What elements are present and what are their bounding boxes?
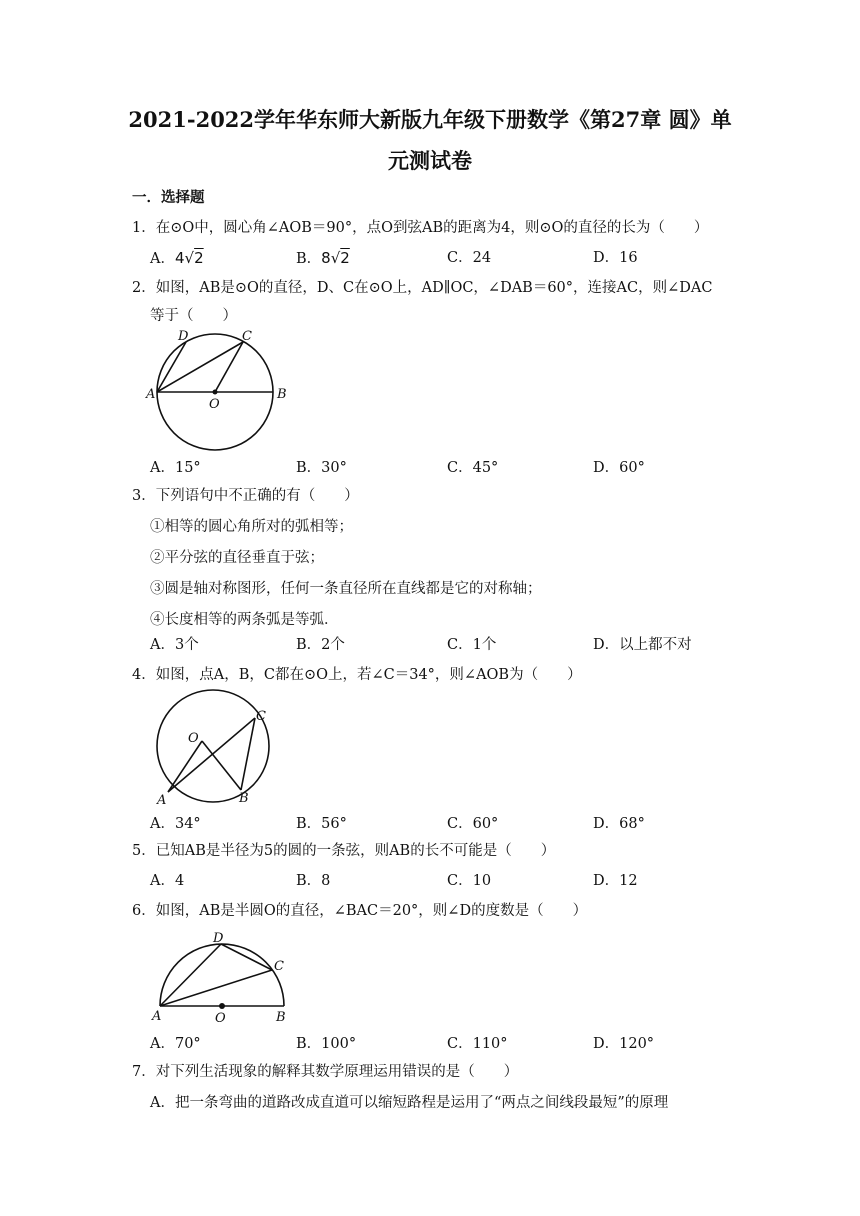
question-2-option-d: D．60° — [593, 460, 645, 476]
label-o: O — [215, 1011, 226, 1026]
question-3-statement-2: ②平分弦的直径垂直于弦； — [150, 550, 324, 566]
question-5-option-c: C．10 — [447, 873, 492, 889]
question-5-option-b: B．8 — [296, 873, 331, 889]
option-value: 8√2 — [321, 249, 350, 267]
question-5-stem: 5．已知AB是半径为5的圆的一条弦，则AB的长不可能是（ ） — [132, 843, 556, 859]
question-4-figure — [145, 690, 275, 808]
question-6-option-d: D．120° — [593, 1036, 655, 1052]
label-a: A — [152, 1009, 162, 1024]
question-6-option-b: B．100° — [296, 1036, 357, 1052]
label-d: D — [213, 931, 224, 946]
label-d: D — [178, 329, 189, 344]
label-b: B — [276, 1010, 286, 1025]
question-3-option-c: C．1个 — [447, 637, 497, 653]
question-1-option-c: C．24 — [447, 250, 492, 266]
question-2-stem-continued: 等于（ ） — [150, 308, 237, 324]
question-7-stem: 7．对下列生活现象的解释其数学原理运用错误的是（ ） — [132, 1064, 519, 1080]
question-1-option-b — [296, 248, 350, 269]
question-2-stem: 2．如图，AB是⊙O的直径，D、C在⊙O上，AD∥OC，∠DAB＝60°，连接AC，则∠DAC — [132, 280, 713, 296]
question-1-stem: 1．在⊙O中，圆心角∠AOB＝90°，点O到弦AB的距离为4，则⊙O的直径的长为（ ） — [132, 220, 709, 236]
label-c: C — [242, 329, 252, 344]
option-value: 4√2 — [174, 249, 204, 267]
question-2-option-c: C．45° — [447, 460, 499, 476]
label-c: C — [256, 709, 266, 724]
option-label: B． — [296, 251, 322, 267]
section-heading: 一．选择题 — [132, 189, 205, 206]
question-7-option-a: A．把一条弯曲的道路改成直道可以缩短路程是运用了“两点之间线段最短”的原理 — [150, 1095, 669, 1111]
label-a: A — [146, 387, 156, 402]
question-3-option-b: B．2个 — [296, 637, 345, 653]
question-3-statement-4: ④长度相等的两条弧是等弧． — [150, 612, 339, 628]
chord-ad — [157, 342, 186, 392]
question-2-option-b: B．30° — [296, 460, 347, 476]
circle-o — [157, 690, 269, 802]
center-dot — [213, 390, 218, 395]
question-4-option-a: A．34° — [150, 816, 201, 832]
question-2-option-a: A．15° — [150, 460, 201, 476]
center-dot — [219, 1003, 225, 1009]
question-3-option-d: D．以上都不对 — [593, 637, 692, 653]
page-title: 2021-2022学年华东师大新版九年级下册数学《第27章 圆》单 — [128, 107, 732, 132]
question-4-option-c: C．60° — [447, 816, 499, 832]
label-o: O — [188, 731, 199, 746]
question-4-stem: 4．如图，点A，B，C都在⊙O上，若∠C＝34°，则∠AOB为（ ） — [132, 667, 582, 683]
label-b: B — [239, 791, 249, 806]
question-6-option-c: C．110° — [447, 1036, 508, 1052]
label-b: B — [277, 387, 287, 402]
radius-ob — [202, 741, 241, 790]
chord-ca — [168, 718, 255, 792]
question-3-option-a: A．3个 — [150, 637, 199, 653]
chord-dc — [221, 944, 272, 970]
question-4-option-b: B．56° — [296, 816, 347, 832]
question-2-figure — [140, 330, 290, 455]
question-6-stem: 6．如图，AB是半圆O的直径，∠BAC＝20°，则∠D的度数是（ ） — [132, 903, 588, 919]
label-a: A — [157, 793, 167, 808]
option-label: A． — [150, 251, 175, 267]
page-title-continued: 元测试卷 — [388, 148, 472, 173]
question-6-figure — [148, 930, 298, 1025]
label-c: C — [274, 959, 284, 974]
semicircle-arc — [160, 944, 284, 1006]
question-1-option-a — [150, 248, 204, 269]
question-6-option-a: A．70° — [150, 1036, 201, 1052]
question-3-statement-1: ①相等的圆心角所对的弧相等； — [150, 519, 353, 535]
chord-ac — [157, 342, 243, 392]
question-4-option-d: D．68° — [593, 816, 645, 832]
question-5-option-a: A．4 — [150, 873, 185, 889]
question-3-statement-3: ③圆是轴对称图形，任何一条直径所在直线都是它的对称轴； — [150, 581, 542, 597]
question-1-option-d: D．16 — [593, 250, 638, 266]
label-o: O — [209, 397, 220, 412]
question-3-stem: 3．下列语句中不正确的有（ ） — [132, 488, 359, 504]
question-5-option-d: D．12 — [593, 873, 638, 889]
